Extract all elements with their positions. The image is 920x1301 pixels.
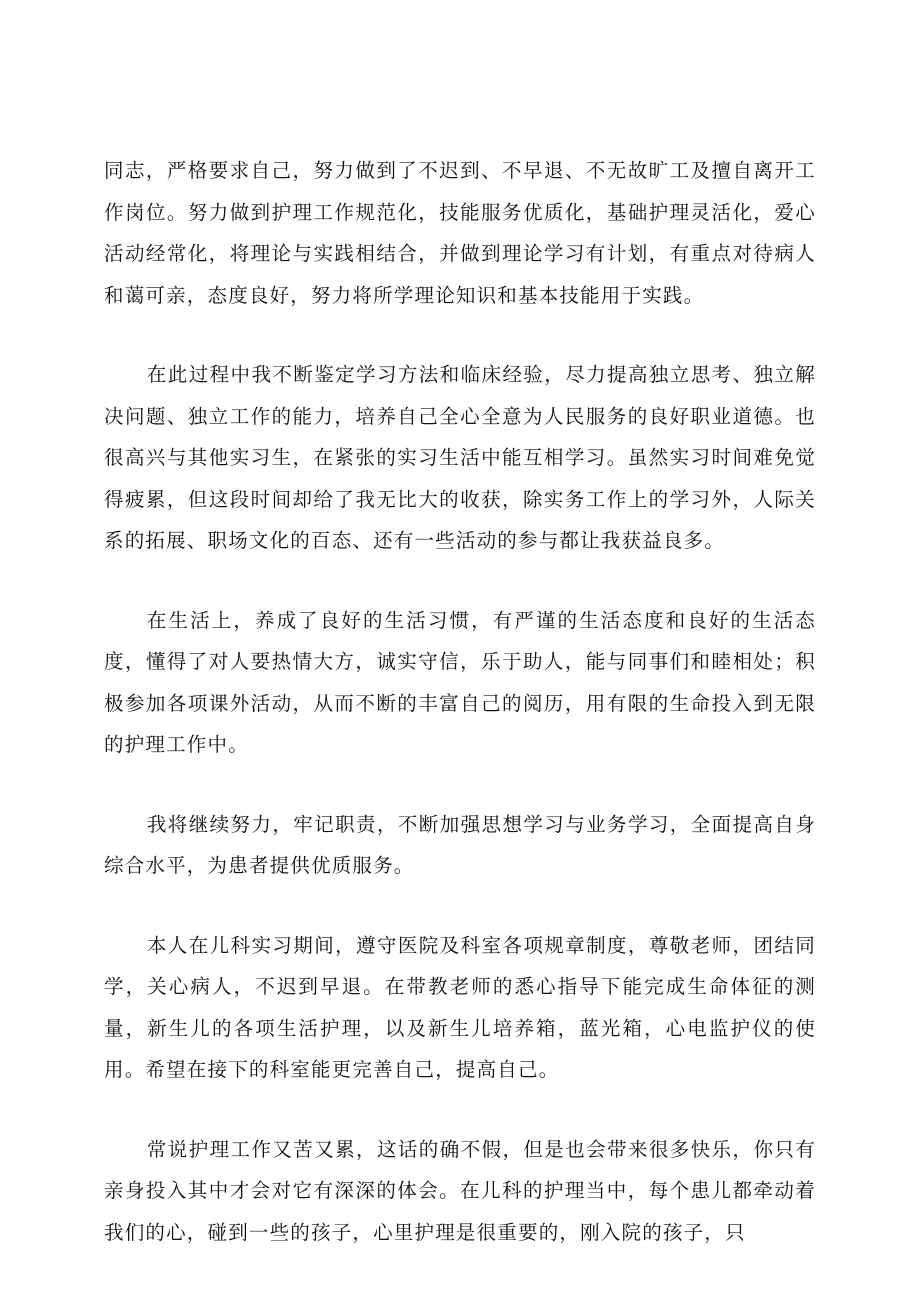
paragraph-4: 我将继续努力，牢记职责，不断加强思想学习与业务学习，全面提高自身综合水平，为患者提供优质服务。 <box>104 812 816 877</box>
paragraph-5: 本人在儿科实习期间，遵守医院及科室各项规章制度，尊敬老师，团结同学，关心病人，不迟到早退。在带教老师的悉心指导下能完成生命体征的测量，新生儿的各项生活护理，以及新生儿培养箱，蓝光箱，心电监护仪的使用。希望在接下的科室能更完善自己，提高自己。 <box>104 933 816 1081</box>
document-body <box>104 150 816 1253</box>
paragraph-6: 常说护理工作又苦又累，这话的确不假，但是也会带来很多快乐，你只有亲身投入其中才会对它有深深的体会。在儿科的护理当中，每个患儿都牵动着我们的心，碰到一些的孩子，心里护理是很重要的，刚入院的孩子，只 <box>104 1137 816 1244</box>
paragraph-3: 在生活上，养成了良好的生活习惯，有严谨的生活态度和良好的生活态度，懂得了对人要热情大方，诚实守信，乐于助人，能与同事们和睦相处；积极参加各项课外活动，从而不断的丰富自己的阅历，用有限的生命投入到无限的护理工作中。 <box>104 608 816 756</box>
paragraph-2: 在此过程中我不断鉴定学习方法和临床经验，尽力提高独立思考、独立解决问题、独立工作的能力，培养自己全心全意为人民服务的良好职业道德。也很高兴与其他实习生，在紧张的实习生活中能互相学习。虽然实习时间难免觉得疲累，但这段时间却给了我无比大的收获，除实务工作上的学习外，人际关系的拓展、职场文化的百态、还有一些活动的参与都让我获益良多。 <box>104 363 816 552</box>
paragraph-1: 同志，严格要求自己，努力做到了不迟到、不早退、不无故旷工及擅自离开工作岗位。努力做到护理工作规范化，技能服务优质化，基础护理灵活化，爱心活动经常化，将理论与实践相结合，并做到理论学习有计划，有重点对待病人和蔼可亲，态度良好，努力将所学理论知识和基本技能用于实践。 <box>104 159 816 307</box>
